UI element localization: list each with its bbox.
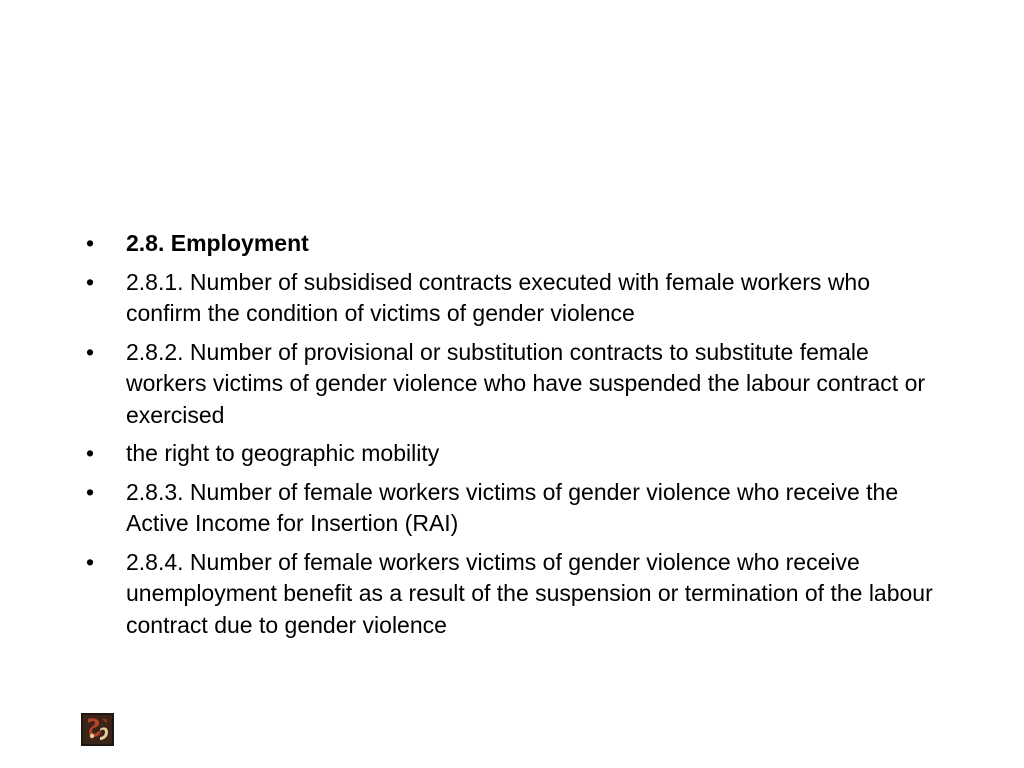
bullet-item-2-8-1 [84,267,934,330]
bullet-marker: • [86,230,95,256]
bullet-item-2-8-2 [84,337,934,432]
bullet-marker: • [86,478,95,505]
bullet-marker: • [86,548,95,575]
bullet-item-2-8-3 [84,477,934,540]
bullet-text: 2.8. Employment [126,230,309,256]
bullet-item-geographic-mobility [84,438,934,470]
bullet-item-employment-heading [84,228,934,260]
logo-graphic [83,715,112,744]
bullet-list [84,228,934,641]
bullet-text: 2.8.1. Number of subsidised contracts executed with female workers who confirm the condition of victims of gender violence [126,268,871,326]
bullet-marker: • [86,268,95,295]
slide-body [84,228,934,648]
bullet-item-2-8-4 [84,547,934,642]
bullet-text: 2.8.4. Number of female workers victims of gender violence who receive unemployment benefit as a result of the suspension or termination of the labour contract due to gender violence [126,548,933,638]
bullet-text: 2.8.2. Number of provisional or substitution contracts to substitute female workers victims of gender violence who have suspended the labour contract or exercised [126,338,926,428]
bullet-marker: • [86,338,95,365]
bullet-text: the right to geographic mobility [126,440,440,466]
ornamental-logo-icon [81,713,114,746]
bullet-marker: • [86,440,95,466]
bullet-text: 2.8.3. Number of female workers victims of gender violence who receive the Active Income for Insertion (RAI) [126,478,899,536]
